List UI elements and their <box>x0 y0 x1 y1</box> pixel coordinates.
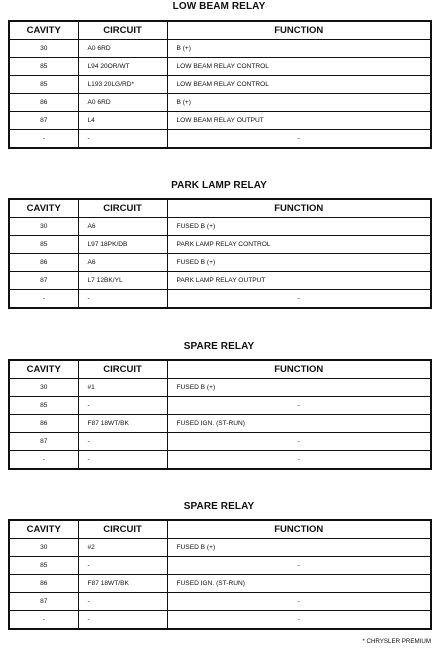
cavity-cell: 87 <box>9 433 78 451</box>
relay-table <box>8 519 432 630</box>
circuit-cell: L97 18PK/DB <box>78 236 167 254</box>
function-cell: B (+) <box>167 40 431 58</box>
table-row <box>9 130 431 149</box>
relay-table <box>8 359 432 470</box>
cavity-cell: 85 <box>9 397 78 415</box>
circuit-cell: - <box>78 557 167 575</box>
cavity-cell: 86 <box>9 415 78 433</box>
table-row <box>9 433 431 451</box>
relay-section-park-lamp <box>8 180 430 302</box>
table-row <box>9 451 431 470</box>
circuit-cell: - <box>78 451 167 470</box>
function-header: FUNCTION <box>167 21 431 40</box>
cavity-cell: 86 <box>9 575 78 593</box>
function-cell: LOW BEAM RELAY CONTROL <box>167 58 431 76</box>
table-row <box>9 236 431 254</box>
cavity-cell: 85 <box>9 76 78 94</box>
function-cell: FUSED B (+) <box>167 254 431 272</box>
circuit-cell: L94 20OR/WT <box>78 58 167 76</box>
table-row <box>9 593 431 611</box>
circuit-cell: A0 6RD <box>78 40 167 58</box>
circuit-cell: - <box>78 397 167 415</box>
function-cell: B (+) <box>167 94 431 112</box>
function-header: FUNCTION <box>167 520 431 539</box>
table-row <box>9 415 431 433</box>
relay-title: LOW BEAM RELAY <box>172 1 266 12</box>
circuit-cell: A0 6RD <box>78 94 167 112</box>
relay-title: SPARE RELAY <box>183 501 255 512</box>
circuit-cell: A6 <box>78 254 167 272</box>
footnote: * CHRYSLER PREMIUM <box>362 638 431 645</box>
table-row <box>9 254 431 272</box>
circuit-header: CIRCUIT <box>78 21 167 40</box>
table-row <box>9 575 431 593</box>
table-row <box>9 218 431 236</box>
function-cell: PARK LAMP RELAY OUTPUT <box>167 272 431 290</box>
relay-section-spare-2 <box>8 501 430 623</box>
table-row <box>9 397 431 415</box>
cavity-cell: 87 <box>9 593 78 611</box>
cavity-cell: 86 <box>9 254 78 272</box>
function-cell: FUSED IGN. (ST-RUN) <box>167 415 431 433</box>
function-cell: - <box>167 397 431 415</box>
circuit-cell: F87 18WT/BK <box>78 575 167 593</box>
function-cell: FUSED B (+) <box>167 379 431 397</box>
cavity-cell: 87 <box>9 112 78 130</box>
table-row <box>9 76 431 94</box>
table-header-row <box>9 199 431 218</box>
circuit-cell: L7 12BK/YL <box>78 272 167 290</box>
circuit-cell: #1 <box>78 379 167 397</box>
cavity-cell: - <box>9 451 78 470</box>
cavity-header: CAVITY <box>9 520 78 539</box>
circuit-cell: F87 18WT/BK <box>78 415 167 433</box>
function-cell: FUSED B (+) <box>167 539 431 557</box>
cavity-cell: 30 <box>9 379 78 397</box>
cavity-header: CAVITY <box>9 360 78 379</box>
function-cell: - <box>167 290 431 309</box>
cavity-cell: 30 <box>9 539 78 557</box>
circuit-cell: - <box>78 611 167 630</box>
circuit-cell: - <box>78 130 167 149</box>
table-row <box>9 379 431 397</box>
circuit-cell: - <box>78 290 167 309</box>
function-cell: FUSED IGN. (ST-RUN) <box>167 575 431 593</box>
function-cell: - <box>167 433 431 451</box>
cavity-cell: - <box>9 611 78 630</box>
cavity-cell: 85 <box>9 236 78 254</box>
circuit-cell: - <box>78 433 167 451</box>
function-cell: - <box>167 611 431 630</box>
table-row <box>9 290 431 309</box>
cavity-cell: 85 <box>9 557 78 575</box>
table-row <box>9 557 431 575</box>
circuit-cell: - <box>78 593 167 611</box>
function-cell: - <box>167 130 431 149</box>
table-row <box>9 611 431 630</box>
function-cell: LOW BEAM RELAY CONTROL <box>167 76 431 94</box>
table-header-row <box>9 520 431 539</box>
table-row <box>9 272 431 290</box>
cavity-header: CAVITY <box>9 199 78 218</box>
table-row <box>9 112 431 130</box>
table-row <box>9 40 431 58</box>
circuit-header: CIRCUIT <box>78 520 167 539</box>
table-row <box>9 94 431 112</box>
relay-section-low-beam <box>8 1 430 142</box>
relay-table <box>8 20 432 149</box>
function-cell: - <box>167 557 431 575</box>
cavity-cell: 30 <box>9 40 78 58</box>
function-header: FUNCTION <box>167 199 431 218</box>
circuit-header: CIRCUIT <box>78 199 167 218</box>
relay-title: PARK LAMP RELAY <box>171 180 267 191</box>
relay-title: SPARE RELAY <box>183 341 255 352</box>
cavity-cell: 87 <box>9 272 78 290</box>
relay-section-spare-1 <box>8 341 430 463</box>
function-cell: PARK LAMP RELAY CONTROL <box>167 236 431 254</box>
function-header: FUNCTION <box>167 360 431 379</box>
cavity-cell: 30 <box>9 218 78 236</box>
cavity-cell: - <box>9 290 78 309</box>
function-cell: - <box>167 593 431 611</box>
cavity-header: CAVITY <box>9 21 78 40</box>
table-header-row <box>9 21 431 40</box>
function-cell: - <box>167 451 431 470</box>
circuit-cell: L193 20LG/RD* <box>78 76 167 94</box>
table-row <box>9 58 431 76</box>
cavity-cell: 85 <box>9 58 78 76</box>
table-row <box>9 539 431 557</box>
circuit-cell: A6 <box>78 218 167 236</box>
circuit-header: CIRCUIT <box>78 360 167 379</box>
relay-table <box>8 198 432 309</box>
circuit-cell: #2 <box>78 539 167 557</box>
function-cell: LOW BEAM RELAY OUTPUT <box>167 112 431 130</box>
cavity-cell: - <box>9 130 78 149</box>
table-header-row <box>9 360 431 379</box>
circuit-cell: L4 <box>78 112 167 130</box>
function-cell: FUSED B (+) <box>167 218 431 236</box>
cavity-cell: 86 <box>9 94 78 112</box>
